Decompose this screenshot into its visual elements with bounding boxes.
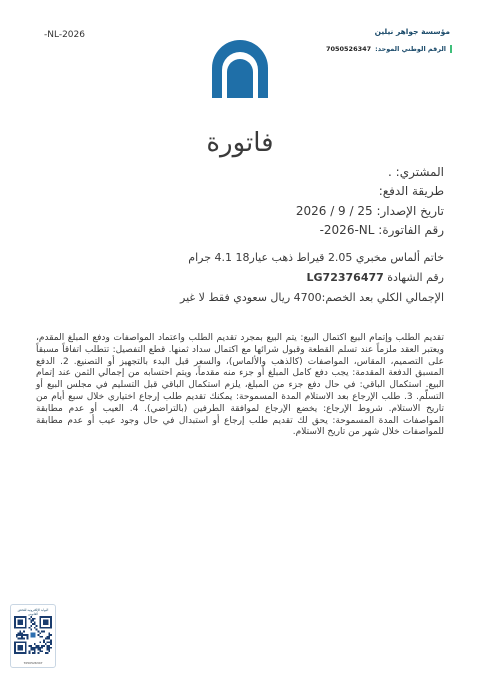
certificate-label: رقم الشهادة [387, 271, 444, 284]
issue-date-label: تاريخ الإصدار: [376, 204, 444, 218]
item-description: خاتم ألماس مخبري 2.05 قيراط ذهب عيار18 4.1 جرام [188, 251, 444, 264]
qr-header: البوابة الإلكترونية للتحقق القانوني [17, 608, 49, 616]
issue-date-value: 2026 / 9 / 25 [295, 204, 373, 218]
unified-number-value: 7050526347 [325, 45, 372, 53]
accent-bar [450, 45, 452, 53]
buyer-field: المشتري: . [388, 165, 444, 179]
invoice-number-field [320, 223, 444, 237]
unified-number-row [326, 45, 452, 53]
issue-date-field [296, 204, 444, 218]
qr-code-icon [14, 616, 52, 654]
unified-number-label: الرقم الوطني الموحد: [375, 45, 446, 53]
qr-code-number: 7050526347 [23, 661, 43, 665]
document-title: فاتورة [206, 128, 274, 158]
payment-method-field: طريقة الدفع: [378, 184, 444, 198]
invoice-number-value: -2026-NL [319, 223, 375, 237]
invoice-number-label: رقم الفاتورة: [378, 223, 444, 237]
terms-and-conditions: تقديم الطلب وإتمام البيع اكتمال البيع: يتم البيع بمجرد تقديم الطلب واعتماد المواصفات ودفع المبلغ المقدم، ويعتبر العقد ملزماً عند تسلم القطعة وقبول شرائها مع اكتمال سداد ثمنها. قطع التفصيل: تتطلب اتفاقاً مسبقاً على التصميم، المقاس، المواصفات (كالذهب والألماس)، والسعر قبل البدء بالتجهيز أو التصنيع. 2. الدفع المسبق الدفعة المقدمة: يجب دفع كامل المبلغ أو جزء منه مقدماً، ويتم احتسابه من إجمالي الثمن عند إتمام البيع. استكمال الباقي: في حال دفع جزء من المبلغ، يلزم استكمال الباقي قبل التسليم في مجلس البيع أو التسلّم. 3. طلب الإرجاع بعد الاستلام المدة المسموحة: يمكنك تقديم طلب إرجاع اختياري خلال سبع أيام من تاريخ الاستلام. شروط الإرجاع: يخضع الإرجاع لموافقة الطرفين (بالتراضي). 4. العيب أو عدم مطابقة المواصفات المدة المسموحة: يحق لك تقديم طلب إرجاع أو استبدال في حال وجود عيب أو عدم مطابقة للمواصفات خلال شهر من تاريخ الاستلام. [36, 333, 445, 438]
certificate-row [307, 271, 444, 284]
invoice-ref-short: -NL-2026 [44, 30, 85, 40]
company-logo [210, 38, 270, 98]
certificate-number: LG72376477 [306, 271, 384, 284]
company-name: مؤسسة جواهر نيلين [374, 27, 450, 36]
total-amount: الإجمالي الكلي بعد الخصم:4700 ريال سعودي فقط لا غير [180, 291, 444, 304]
qr-verification-card [10, 604, 56, 668]
